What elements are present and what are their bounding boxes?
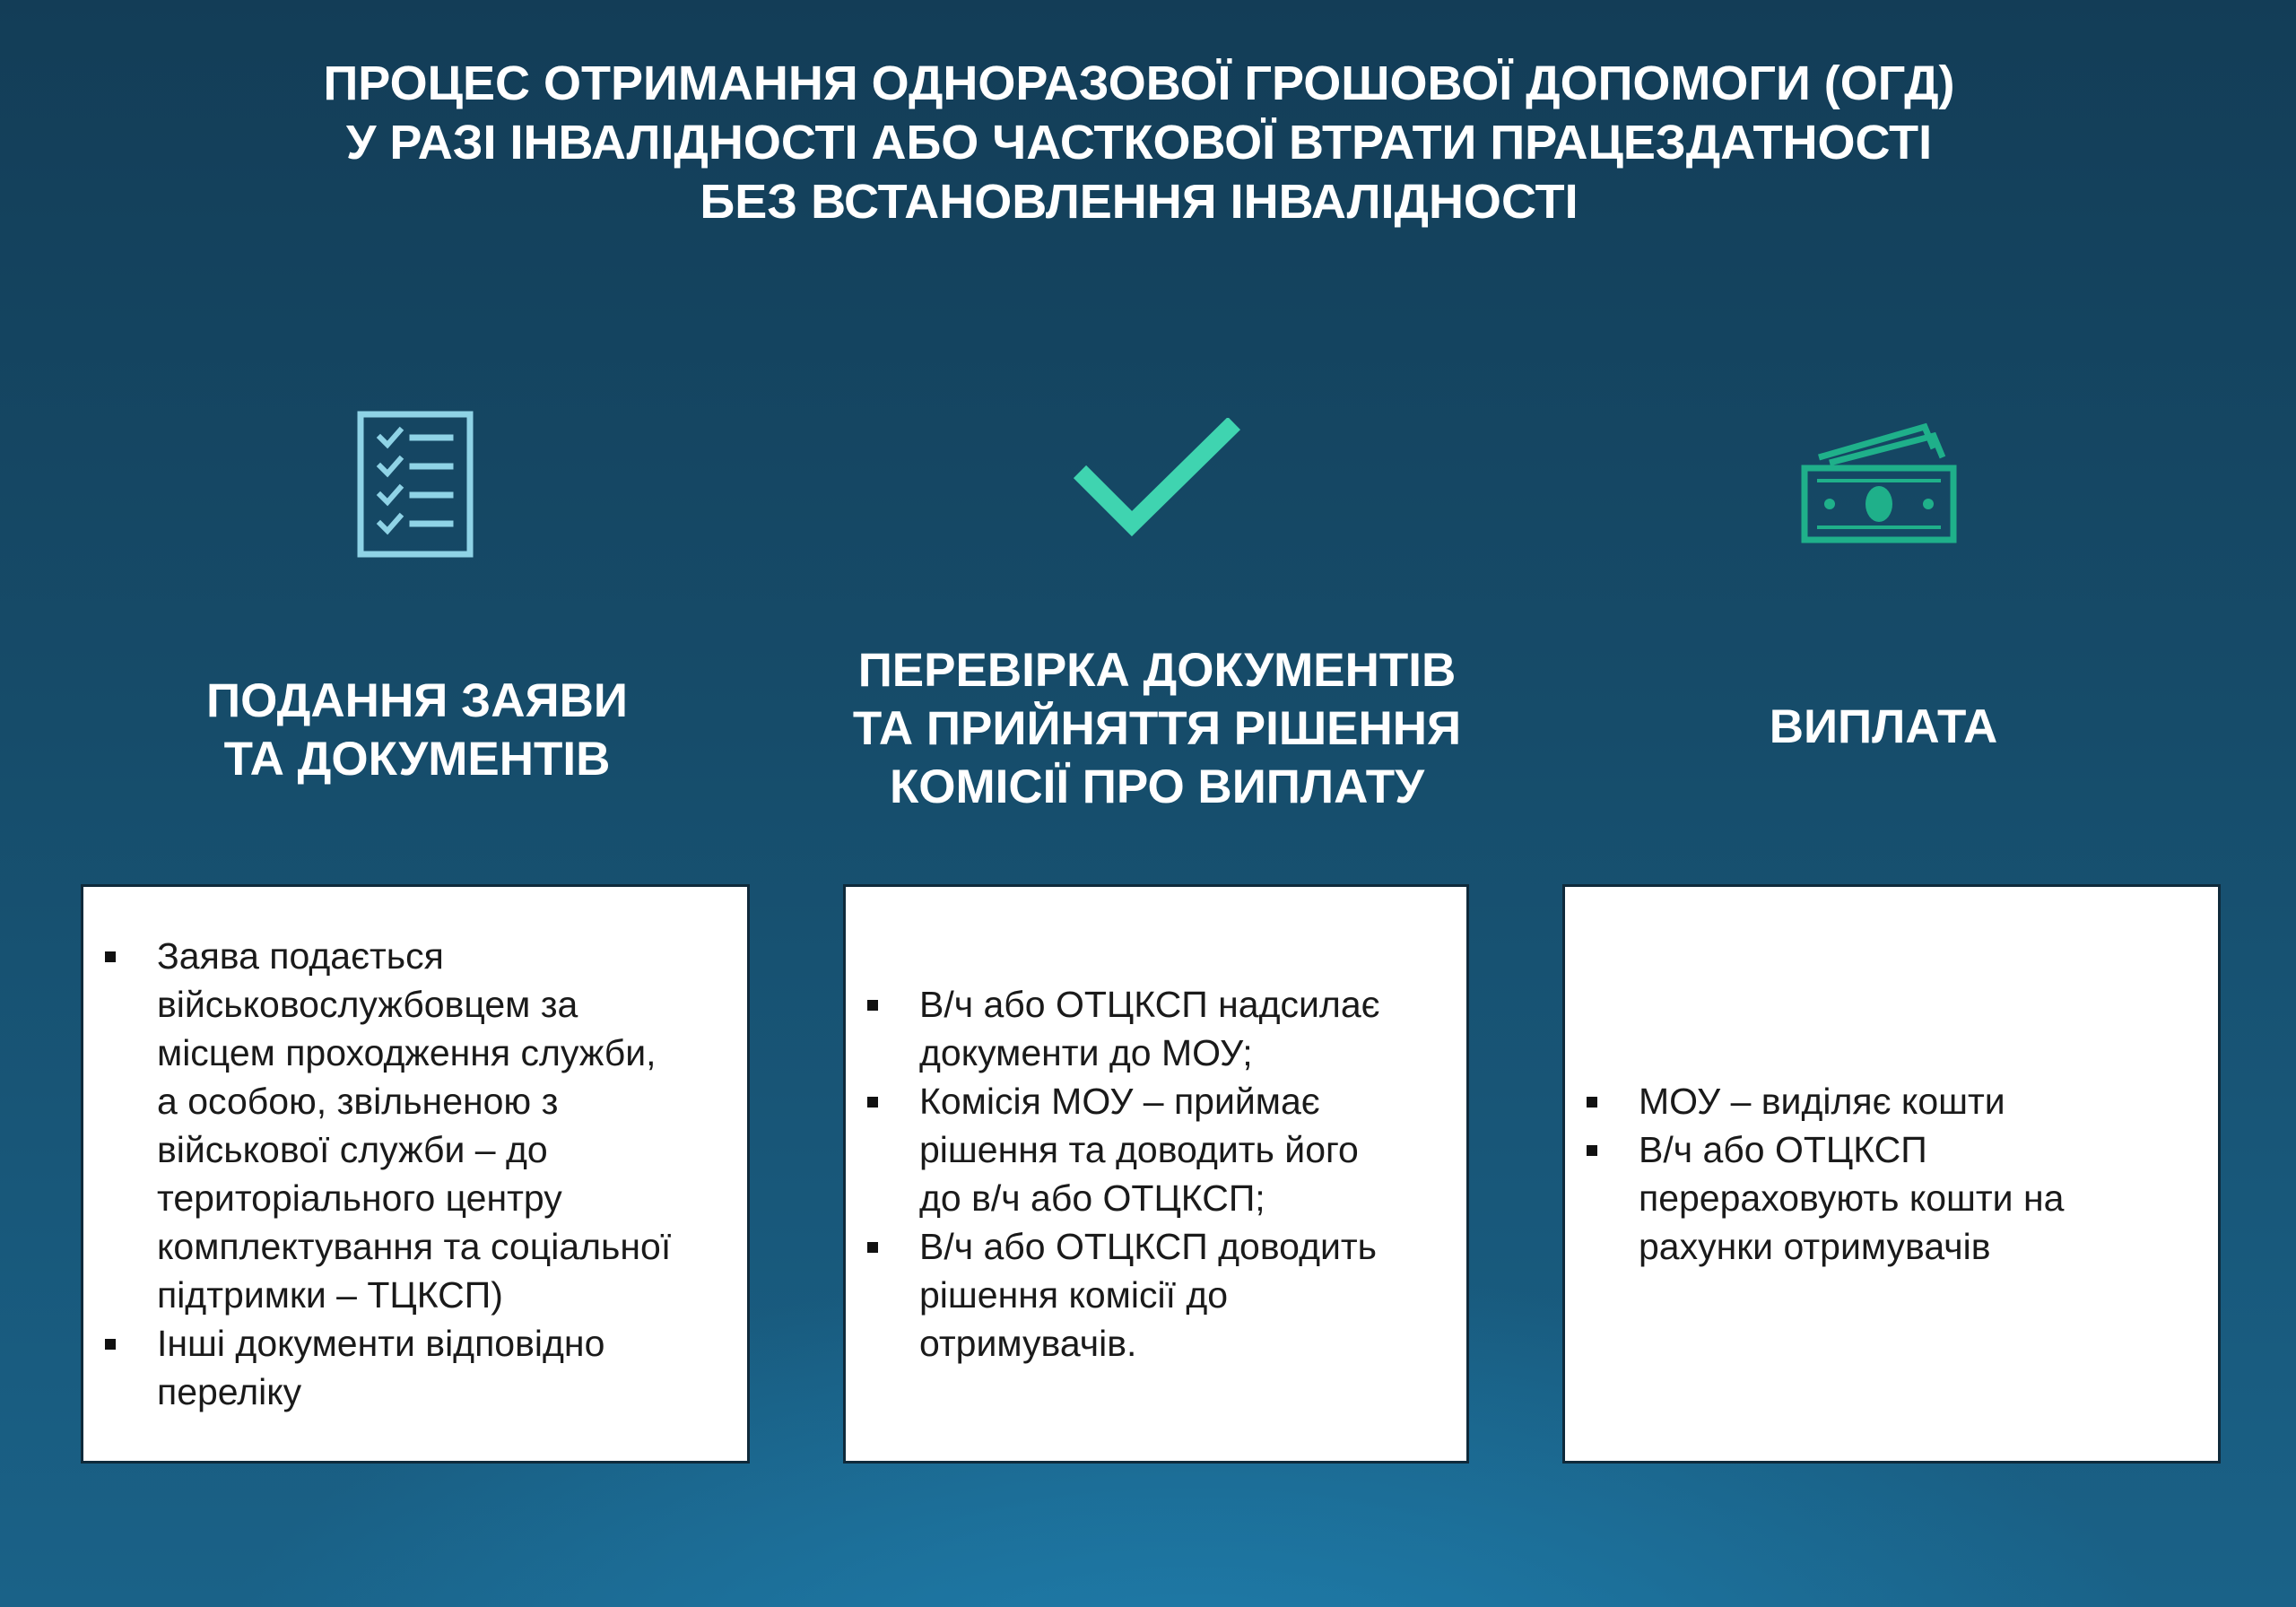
bullet-icon — [105, 1339, 116, 1350]
bullet-list — [867, 980, 1448, 1368]
list-item-line: рішення та доводить його — [919, 1129, 1359, 1170]
step-title-application — [81, 667, 753, 793]
list-item — [105, 932, 729, 1319]
list-item-line: територіального центру — [157, 1177, 562, 1219]
list-item-line: комплектування та соціальної — [157, 1226, 672, 1267]
checklist-icon — [357, 411, 474, 558]
page-title-line-1: ПРОЦЕС ОТРИМАННЯ ОДНОРАЗОВОЇ ГРОШОВОЇ ДОПОМОГИ (ОГД) — [323, 56, 1955, 110]
list-item-line: В/ч або ОТЦКСП — [1639, 1129, 1927, 1170]
bullet-list — [105, 932, 729, 1416]
bullet-icon — [105, 951, 116, 962]
list-item — [867, 980, 1448, 1077]
list-item — [867, 1077, 1448, 1222]
bullet-icon — [867, 1097, 878, 1108]
list-item-line: військовослужбовцем за — [157, 984, 578, 1025]
step-title-line: ТА ДОКУМЕНТІВ — [223, 733, 611, 786]
list-item-line: рахунки отримувачів — [1639, 1226, 1991, 1267]
bullet-icon — [1587, 1145, 1597, 1156]
list-item-line: МОУ – виділяє кошти — [1639, 1081, 2005, 1122]
list-item-line: В/ч або ОТЦКСП надсилає — [919, 984, 1380, 1025]
list-item-line: перераховують кошти на — [1639, 1177, 2065, 1219]
list-item-line: отримувачів. — [919, 1323, 1137, 1364]
list-item-line: рішення комісії до — [919, 1274, 1229, 1316]
list-item-line: до в/ч або ОТЦКСП; — [919, 1177, 1265, 1219]
check-icon — [1073, 418, 1241, 540]
step-title-payment — [1561, 691, 2206, 762]
list-item-line: підтримки – ТЦКСП) — [157, 1274, 503, 1316]
list-item-line: а особою, звільненою з — [157, 1081, 559, 1122]
list-item-line: переліку — [157, 1371, 302, 1412]
bullet-icon — [867, 1242, 878, 1253]
list-item — [1587, 1077, 2200, 1125]
list-item-line: Комісія МОУ – приймає — [919, 1081, 1320, 1122]
step-title-line: КОМІСІЇ ПРО ВИПЛАТУ — [889, 760, 1425, 813]
bullet-icon — [867, 1000, 878, 1011]
bullet-icon — [1587, 1097, 1597, 1108]
step-title-verification — [798, 638, 1516, 818]
list-item — [105, 1319, 729, 1416]
list-item-line: місцем проходження служби, — [157, 1032, 657, 1073]
step-title-line: ТА ПРИЙНЯТТЯ РІШЕННЯ — [852, 701, 1462, 755]
list-item — [1587, 1125, 2200, 1271]
list-item-line: Інші документи відповідно — [157, 1323, 605, 1364]
list-item-line: документи до МОУ; — [919, 1032, 1253, 1073]
step-title-line: ВИПЛАТА — [1769, 699, 1998, 753]
list-item — [867, 1222, 1448, 1368]
page-title — [0, 54, 2278, 231]
list-item-line: військової служби – до — [157, 1129, 548, 1170]
list-item-line: В/ч або ОТЦКСП доводить — [919, 1226, 1378, 1267]
step-details-box-verification — [843, 884, 1469, 1464]
step-title-line: ПЕРЕВІРКА ДОКУМЕНТІВ — [857, 643, 1457, 697]
money-icon — [1799, 421, 1961, 547]
step-title-line: ПОДАННЯ ЗАЯВИ — [206, 674, 628, 727]
page-title-line-3: БЕЗ ВСТАНОВЛЕННЯ ІНВАЛІДНОСТІ — [700, 175, 1578, 229]
step-details-box-application — [81, 884, 750, 1464]
list-item-line: Заява подається — [157, 935, 444, 977]
bullet-list — [1587, 1077, 2200, 1271]
page-title-line-2: У РАЗІ ІНВАЛІДНОСТІ АБО ЧАСТКОВОЇ ВТРАТИ ПРАЦЕЗДАТНОСТІ — [345, 116, 1933, 169]
step-details-box-payment — [1562, 884, 2221, 1464]
